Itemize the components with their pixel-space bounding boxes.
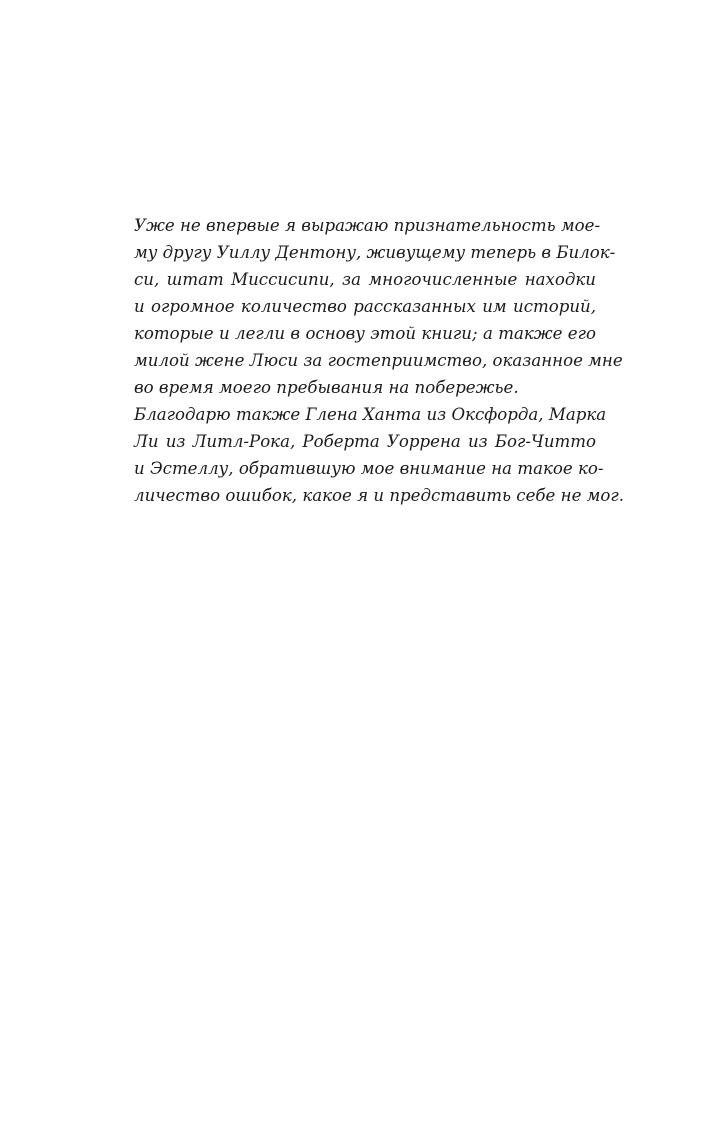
acknowledgements-paragraph-1: [134, 212, 623, 401]
paragraph-line: и Эстеллу, обратившую мое внимание на такое ко-: [134, 459, 604, 478]
paragraph-line: милой жене Люси за гостеприимство, оказанное мне: [134, 351, 623, 370]
paragraph-line: во время моего пребывания на побережье.: [134, 378, 519, 397]
acknowledgements-text: [134, 212, 625, 509]
paragraph-line: личество ошибок, какое я и представить себе не мог.: [134, 486, 625, 505]
paragraph-line: си, штат Миссисипи, за многочисленные находки: [134, 270, 596, 289]
paragraph-line: и огромное количество рассказанных им историй,: [134, 297, 596, 316]
acknowledgements-paragraph-2: [134, 401, 625, 509]
paragraph-line: Благодарю также Глена Ханта из Оксфорда, Марка: [134, 405, 607, 424]
paragraph-line: му другу Уиллу Дентону, живущему теперь в Билок-: [134, 243, 616, 262]
paragraph-line: Уже не впервые я выражаю признательность мое-: [134, 216, 601, 235]
paragraph-line: которые и легли в основу этой книги; а также его: [134, 324, 596, 343]
paragraph-line: Ли из Литл-Рока, Роберта Уоррена из Бог-Читто: [134, 432, 596, 451]
